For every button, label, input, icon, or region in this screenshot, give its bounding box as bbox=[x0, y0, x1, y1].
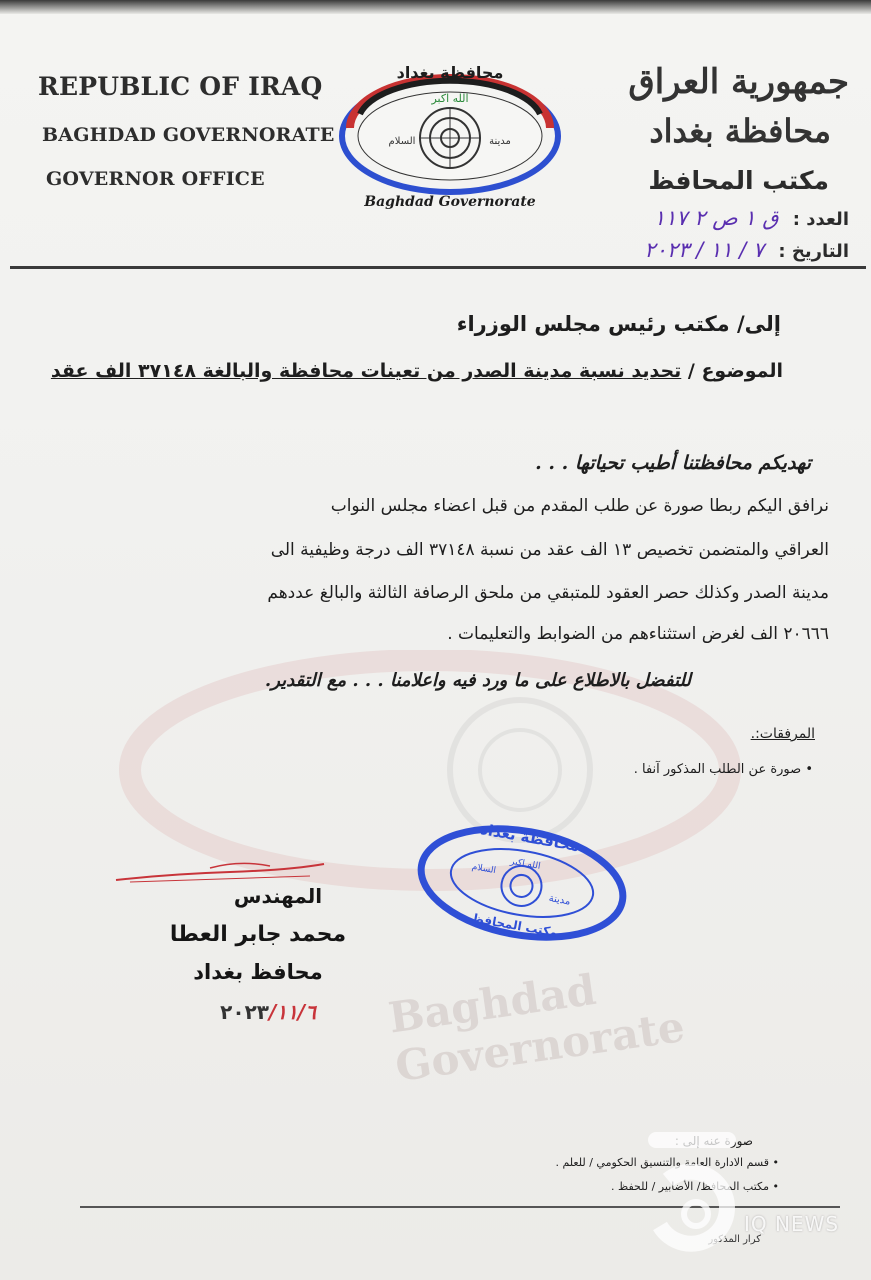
logo-inner-top: الله اكبر bbox=[431, 92, 469, 105]
stamp-inner-top: الله اكبر bbox=[509, 856, 542, 872]
header-ar-office: مكتب المحافظ bbox=[648, 166, 829, 195]
official-stamp bbox=[410, 808, 635, 958]
cc-item-1: • قسم الادارة العامة والتنسيق الحكومي / للعلم . bbox=[555, 1156, 779, 1169]
header-en-republic: REPUBLIC OF IRAQ bbox=[38, 72, 323, 101]
date-row bbox=[644, 238, 849, 262]
subject-text: تحديد نسبة مدينة الصدر من تعينات محافظة والبالغة ٣٧١٤٨ الف عقد bbox=[50, 360, 682, 382]
stamp-bottom-text: مكتب المحافظ bbox=[470, 910, 559, 940]
cc-item-2-text: مكتب المحافظ/ الأضابير / للحفظ . bbox=[611, 1180, 769, 1193]
signature-date-rest: /١١/٦ bbox=[268, 1000, 316, 1024]
attachment-item: • صورة عن الطلب المذكور آنفا . bbox=[633, 762, 813, 777]
signature-name: محمد جابر العطا bbox=[169, 922, 347, 947]
signature-position: محافظ بغداد bbox=[193, 960, 323, 984]
attachment-item-text: صورة عن الطلب المذكور آنفا . bbox=[633, 762, 802, 777]
stamp-top-text: محافظة بغداد bbox=[479, 820, 581, 856]
body-line-3: مدينة الصدر وكذلك حصر العقود للمتبقي من ملحق الرصافة الثالثة والبالغ عددهم bbox=[267, 583, 829, 603]
attachments-label: المرفقات:. bbox=[750, 726, 815, 742]
logo-inner-right: مدينة bbox=[489, 136, 511, 147]
recipient-line: إلى/ مكتب رئيس مجلس الوزراء bbox=[456, 312, 781, 336]
cc-label: صورة عنه إلى : bbox=[674, 1134, 753, 1148]
header-en-office: GOVERNOR OFFICE bbox=[46, 168, 265, 190]
date-label: التاريخ : bbox=[772, 241, 849, 262]
subject-label: الموضوع / bbox=[681, 360, 783, 382]
logo-top-text: محافظة بغداد bbox=[396, 63, 504, 82]
body-line-2: العراقي والمتضمن تخصيص ١٣ الف عقد من نسبة ٣٧١٤٨ الف درجة وظيفية الى bbox=[270, 540, 829, 560]
ref-number-label: العدد : bbox=[786, 209, 849, 230]
signature-date bbox=[168, 1000, 368, 1024]
cc-item-1-text: قسم الادارة العامة والتنسيق الحكومي / للعلم . bbox=[555, 1156, 769, 1169]
subject-line bbox=[51, 360, 783, 382]
body-line-1: نرافق اليكم ربطا صورة عن طلب المقدم من قبل اعضاء مجلس النواب bbox=[330, 496, 829, 516]
header-ar-governorate: محافظة بغداد bbox=[649, 112, 831, 150]
governorate-logo bbox=[330, 54, 570, 214]
news-watermark: IQ NEWS bbox=[744, 1212, 840, 1236]
logo-inner-left: السلام bbox=[388, 136, 416, 147]
stamp-inner-left: السلام bbox=[471, 862, 497, 877]
logo-bottom-text: Baghdad Governorate bbox=[364, 194, 536, 210]
cc-item-2: • مكتب المحافظ/ الأضابير / للحفظ . bbox=[611, 1180, 779, 1193]
header-divider bbox=[10, 266, 866, 269]
stamp-inner-right: مدينة bbox=[547, 892, 572, 908]
header-ar-republic: جمهورية العراق bbox=[628, 62, 849, 102]
signature-date-year: ٢٠٢٣ bbox=[220, 1000, 269, 1024]
watermark-text: Baghdad Governorate bbox=[385, 964, 688, 1091]
header-en-governorate: BAGHDAD GOVERNORATE bbox=[42, 124, 335, 146]
signature-title: المهندس bbox=[233, 884, 323, 908]
news-logo-icon bbox=[646, 1130, 746, 1260]
greeting: تهديكم محافظتنا أطيب تحياتها . . . bbox=[535, 452, 811, 474]
top-shadow bbox=[0, 0, 871, 14]
body-line-4: ٢٠٦٦٦ الف لغرض استثناءهم من الضوابط والتعليمات . bbox=[447, 624, 829, 644]
ref-number-value: ق ١ ص ٢ ١١٧ bbox=[653, 206, 779, 230]
date-value: ٧ / ١١ / ٢٠٢٣ bbox=[644, 238, 765, 262]
closing-line: للتفضل بالاطلاع على ما ورد فيه واعلامنا . . . مع التقدير. bbox=[264, 670, 691, 691]
footer-note: كرار المذكور bbox=[708, 1234, 761, 1245]
ref-number-row bbox=[654, 206, 849, 230]
